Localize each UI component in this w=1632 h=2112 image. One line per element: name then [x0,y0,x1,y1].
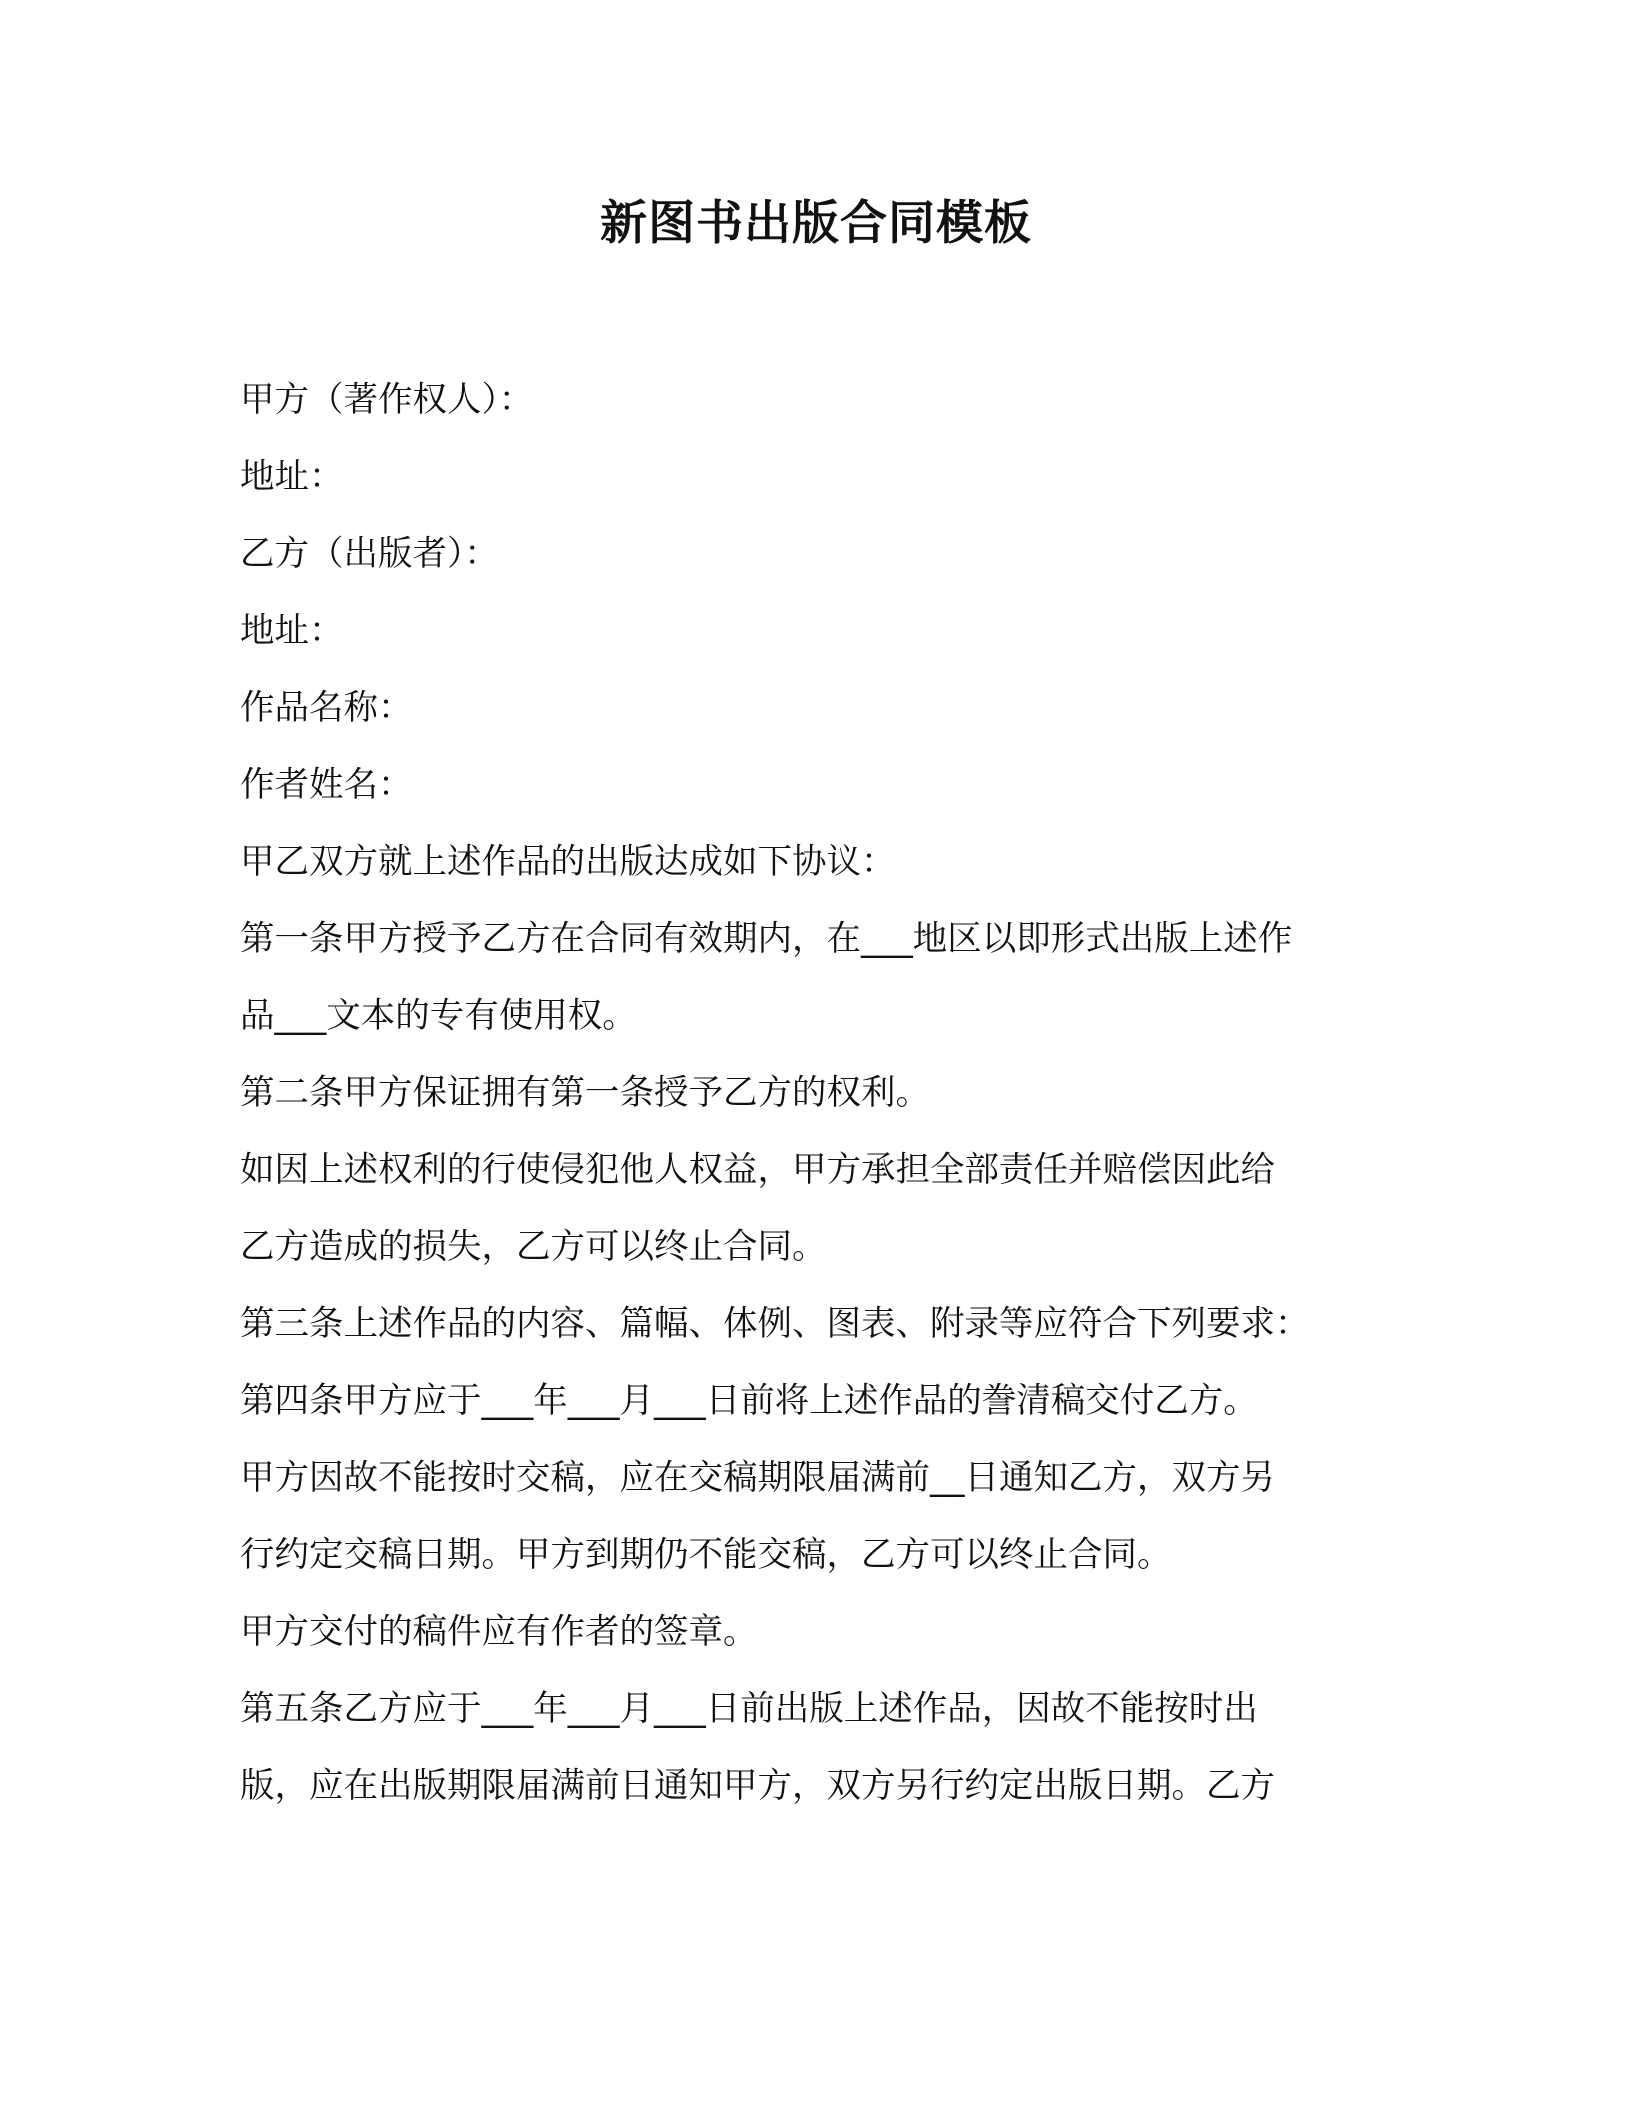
agreement-intro-line: 甲乙双方就上述作品的出版达成如下协议： [240,842,896,882]
clause-4-detail-line-2: 行约定交稿日期。甲方到期仍不能交稿，乙方可以终止合同。 [240,1535,1172,1575]
clause-5-line-1: 第五条乙方应于___年___月___日前出版上述作品，因故不能按时出 [240,1689,1258,1729]
clause-2-detail-line-2: 乙方造成的损失，乙方可以终止合同。 [240,1227,827,1267]
clause-4-signature-line: 甲方交付的稿件应有作者的签章。 [240,1612,758,1652]
author-name-line: 作者姓名： [240,765,413,805]
clause-2-detail-line-1: 如因上述权利的行使侵犯他人权益，甲方承担全部责任并赔偿因此给 [240,1150,1275,1190]
clause-4-detail-line-1: 甲方因故不能按时交稿，应在交稿期限届满前__日通知乙方，双方另 [240,1458,1275,1498]
document-title: 新图书出版合同模板 [600,196,1032,251]
work-title-line: 作品名称： [240,688,413,728]
clause-1-line-1: 第一条甲方授予乙方在合同有效期内，在___地区以即形式出版上述作 [240,919,1293,959]
clause-5-line-2: 版，应在出版期限届满前日通知甲方，双方另行约定出版日期。乙方 [240,1766,1275,1806]
party-a-address-line: 地址： [240,457,344,497]
party-b-line: 乙方（出版者）： [240,534,499,574]
clause-4-line: 第四条甲方应于___年___月___日前将上述作品的誊清稿交付乙方。 [240,1381,1258,1421]
clause-2-line: 第二条甲方保证拥有第一条授予乙方的权利。 [240,1073,930,1113]
clause-3-line: 第三条上述作品的内容、篇幅、体例、图表、附录等应符合下列要求： [240,1304,1310,1344]
party-b-address-line: 地址： [240,611,344,651]
party-a-line: 甲方（著作权人）： [240,380,534,420]
document-body [240,362,1400,1825]
clause-1-line-2: 品___文本的专有使用权。 [240,996,637,1036]
